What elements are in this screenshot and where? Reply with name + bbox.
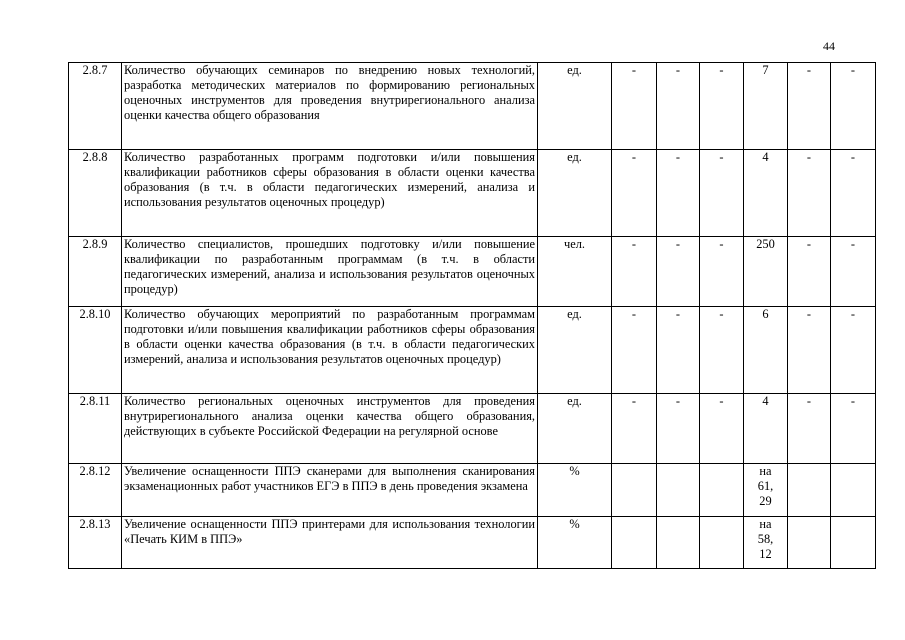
row-cell: - bbox=[700, 307, 744, 394]
row-cell: - bbox=[788, 63, 831, 150]
row-target-value: на 61,29 bbox=[744, 464, 788, 517]
table-row bbox=[69, 307, 876, 394]
row-description: Количество разработанных программ подготовки и/или повышения квалификации работников сферы образования в области оценки качества образования (в т.ч. в области педагогических измерений, анализа и использования результатов оценочных процедур) bbox=[122, 150, 538, 237]
row-number: 2.8.7 bbox=[69, 63, 122, 150]
row-cell: - bbox=[612, 307, 657, 394]
row-cell: - bbox=[788, 150, 831, 237]
row-cell: - bbox=[788, 307, 831, 394]
row-description: Количество обучающих семинаров по внедрению новых технологий, разработка методических материалов по формированию региональных оценочных инструментов для проведения внутрирегионального анализа оценки качества общего образования bbox=[122, 63, 538, 150]
row-cell bbox=[831, 517, 876, 569]
row-unit: ед. bbox=[538, 307, 612, 394]
row-cell: - bbox=[657, 237, 700, 307]
row-cell: - bbox=[657, 150, 700, 237]
row-target-value: 250 bbox=[744, 237, 788, 307]
row-cell: - bbox=[657, 63, 700, 150]
row-number: 2.8.11 bbox=[69, 394, 122, 464]
row-cell: - bbox=[700, 237, 744, 307]
row-cell: - bbox=[788, 237, 831, 307]
row-unit: % bbox=[538, 464, 612, 517]
row-number: 2.8.8 bbox=[69, 150, 122, 237]
row-cell: - bbox=[831, 394, 876, 464]
row-cell bbox=[788, 517, 831, 569]
row-number: 2.8.12 bbox=[69, 464, 122, 517]
page-number: 44 bbox=[823, 39, 835, 53]
row-cell: - bbox=[657, 394, 700, 464]
row-cell: - bbox=[612, 237, 657, 307]
table-row bbox=[69, 150, 876, 237]
row-cell: - bbox=[831, 63, 876, 150]
row-description: Увеличение оснащенности ППЭ сканерами для выполнения сканирования экзаменационных работ участников ЕГЭ в ППЭ в день проведения экзамена bbox=[122, 464, 538, 517]
row-cell: - bbox=[700, 63, 744, 150]
row-target-value: 4 bbox=[744, 150, 788, 237]
table-row bbox=[69, 464, 876, 517]
row-cell: - bbox=[831, 237, 876, 307]
row-unit: ед. bbox=[538, 394, 612, 464]
row-target-value: 6 bbox=[744, 307, 788, 394]
row-description: Количество региональных оценочных инструментов для проведения внутрирегионального анализа оценки качества общего образования, действующих в субъекте Российской Федерации на регулярной основе bbox=[122, 394, 538, 464]
table-row bbox=[69, 63, 876, 150]
row-unit: чел. bbox=[538, 237, 612, 307]
row-cell bbox=[612, 517, 657, 569]
row-cell: - bbox=[700, 150, 744, 237]
row-cell bbox=[788, 464, 831, 517]
row-cell bbox=[612, 464, 657, 517]
row-number: 2.8.13 bbox=[69, 517, 122, 569]
table-row bbox=[69, 517, 876, 569]
row-cell bbox=[831, 464, 876, 517]
row-target-value: 7 bbox=[744, 63, 788, 150]
row-cell: - bbox=[788, 394, 831, 464]
row-cell: - bbox=[612, 63, 657, 150]
row-unit: ед. bbox=[538, 63, 612, 150]
row-cell: - bbox=[831, 307, 876, 394]
table-row bbox=[69, 237, 876, 307]
row-target-value: 4 bbox=[744, 394, 788, 464]
row-description: Количество обучающих мероприятий по разработанным программам подготовки и/или повышения квалификации работников сферы образования в области оценки качества образования (в т.ч. в области педагогических измерений, анализа и использования результатов оценочных процедур) bbox=[122, 307, 538, 394]
row-cell bbox=[700, 517, 744, 569]
row-cell: - bbox=[612, 394, 657, 464]
row-cell: - bbox=[657, 307, 700, 394]
row-number: 2.8.9 bbox=[69, 237, 122, 307]
row-target-value: на 58,12 bbox=[744, 517, 788, 569]
row-cell: - bbox=[700, 394, 744, 464]
row-cell: - bbox=[612, 150, 657, 237]
row-cell bbox=[657, 464, 700, 517]
indicators-table bbox=[68, 62, 876, 569]
row-cell: - bbox=[831, 150, 876, 237]
row-cell bbox=[657, 517, 700, 569]
row-cell bbox=[700, 464, 744, 517]
row-description: Увеличение оснащенности ППЭ принтерами для использования технологии «Печать КИМ в ППЭ» bbox=[122, 517, 538, 569]
row-number: 2.8.10 bbox=[69, 307, 122, 394]
row-unit: % bbox=[538, 517, 612, 569]
row-description: Количество специалистов, прошедших подготовку и/или повышение квалификации по разработанным программам (в т.ч. в области педагогических измерений, анализа и использования результатов оценочных процедур) bbox=[122, 237, 538, 307]
row-unit: ед. bbox=[538, 150, 612, 237]
table-row bbox=[69, 394, 876, 464]
